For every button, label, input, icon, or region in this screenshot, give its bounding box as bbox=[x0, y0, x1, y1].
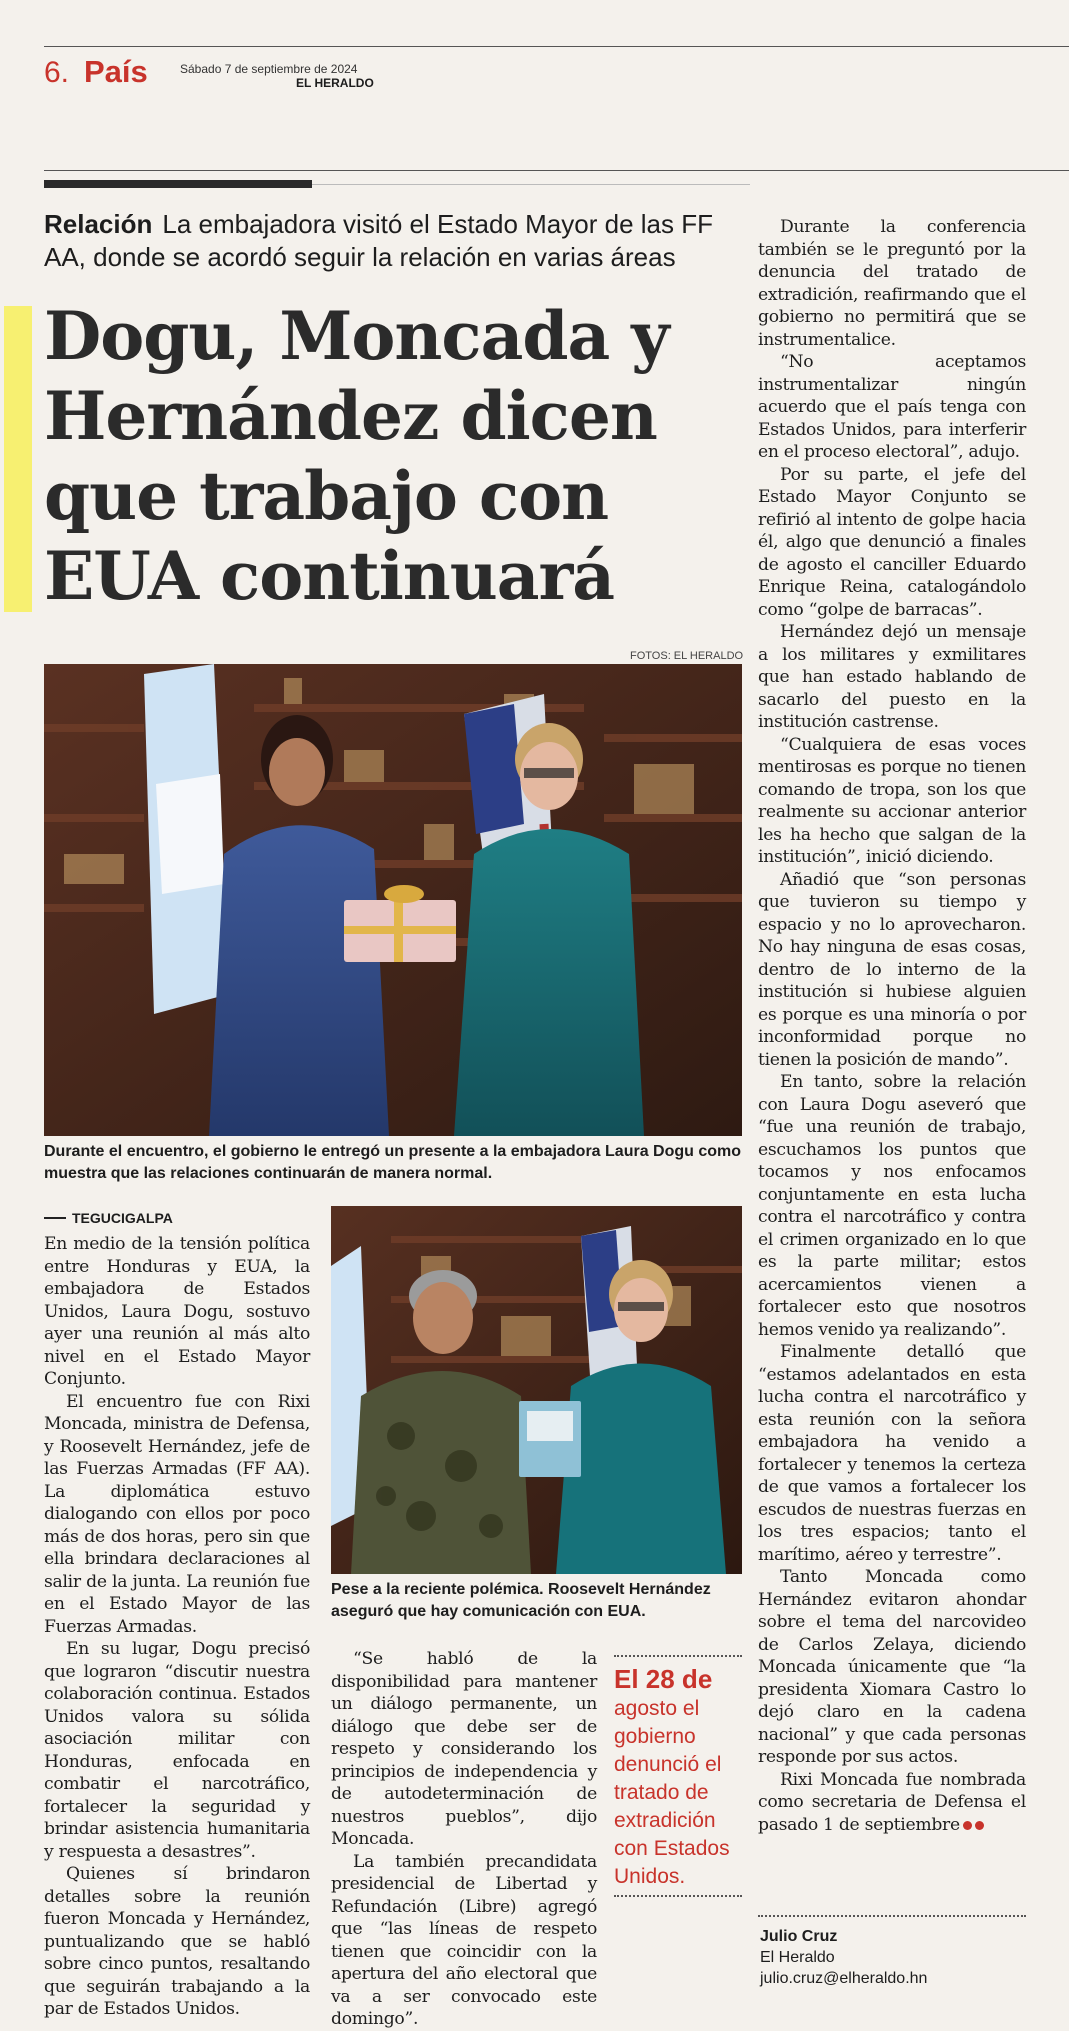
header-top-rule bbox=[44, 46, 1069, 47]
author-outlet: El Heraldo bbox=[760, 1949, 835, 1966]
pullquote bbox=[614, 1664, 744, 1891]
column-2 bbox=[331, 1648, 597, 2031]
author-email[interactable]: julio.cruz@elheraldo.hn bbox=[760, 1970, 928, 1987]
author-block bbox=[760, 1926, 1028, 1989]
col3-paragraph: Por su parte, el jefe del Estado Mayor Conjunto se refirió al intento de golpe hacia él, algo que denunció a finales de agosto el canciller Eduardo Enrique Reina, catalogándolo como “golpe de barracas”. bbox=[758, 464, 1026, 620]
kicker-label: Relación bbox=[44, 209, 153, 239]
col3-paragraph: Tanto Moncada como Hernández evitaron ahondar sobre el tema del narcovideo de Carlos Zelaya, diciendo Moncada únicamente que “la presidenta Xiomara Castro lo dejó claro en la cadena nacional” y que cada personas responde por sus actos. bbox=[758, 1567, 1026, 1767]
col1-paragraph: En medio de la tensión política entre Honduras y EUA, la embajadora de Estados Unidos, Laura Dogu, sostuvo ayer una reunión al más alto nivel en el Estado Mayor Conjunto. bbox=[44, 1234, 310, 1389]
col3-paragraph: Finalmente detalló que “estamos adelantados en esta lucha contra el narcotráfico y esta reunión con la señora embajadora ha venido a fortalecer y tenemos la certeza de que vamos a fortalecer los escudos de nuestras fuerzas en los tres espacios; tanto el marítimo, aéreo y terrestre”. bbox=[758, 1342, 1026, 1565]
kicker-bar bbox=[44, 180, 312, 188]
col3-paragraph: Hernández dejó un mensaje a los militares y exmilitares que han estado hablando de sacarlo del puesto en la institución castrense. bbox=[758, 622, 1026, 732]
dateline-rule bbox=[44, 1217, 66, 1219]
newspaper-name: EL HERALDO bbox=[296, 76, 374, 90]
photo-military-chief bbox=[331, 1206, 742, 1574]
col2-paragraph: “Se habló de la disponibilidad para mantener un diálogo permanente, un diálogo que debe ser de respeto y considerando los principios de independencia y de autodeterminación de nuestros pueblos”, dijo Moncada. bbox=[331, 1649, 597, 1849]
col3-paragraph: “No aceptamos instrumentalizar ningún acuerdo que el país tenga con Estados Unidos, para interferir en el proceso electoral”, adujo. bbox=[758, 352, 1026, 462]
headline: Dogu, Moncada y Hernández dicen que trabajo con EUA continuará bbox=[44, 297, 669, 615]
col3-last-text: Rixi Moncada fue nombrada como secretaria de Defensa el pasado 1 de septiembre bbox=[758, 1769, 1026, 1835]
col2-paragraph: La también precandidata presidencial de Libertad y Refundación (Libre) agregó que “las líneas de respeto tienen que coincidir con la apertura del año electoral que va a ser convocado este domingo”. bbox=[331, 1851, 597, 2029]
issue-date: Sábado 7 de septiembre de 2024 bbox=[180, 62, 358, 76]
col3-paragraph: Durante la conferencia también se le preguntó por la denuncia del tratado de extradición, reafirmando que el gobierno no permitirá que se instrumentalice. bbox=[758, 217, 1026, 350]
end-mark-icon bbox=[963, 1821, 972, 1830]
pullquote-bottom-rule bbox=[614, 1895, 742, 1897]
kicker-text: La embajadora visitó el Estado Mayor de las FF AA, donde se acordó seguir la relación en varias áreas bbox=[44, 209, 713, 272]
col3-paragraph: Añadió que “son personas que tuvieron su tiempo y espacio y no lo aprovecharon. No hay ninguna de esas cosas, dentro de lo interno de la institución si hubiese alguien es porque es una minoría o por inconformidad porque no tienen la posición de mando”. bbox=[758, 869, 1026, 1070]
col3-paragraph: En tanto, sobre la relación con Laura Dogu aseveró que “fue una reunión de trabajo, escuchamos los puntos que tocamos y nos enfocamos conjuntamente en esta lucha contra el narcotráfico y contra el crimen organizado en lo que es la parte militar; estos acercamientos vienen a fortalecer esto que nosotros hemos venido ya realizando”. bbox=[758, 1072, 1026, 1340]
col1-paragraph: Quienes sí brindaron detalles sobre la reunión fueron Moncada y Hernández, puntualizando que se habló sobre cinco puntos, resaltando que seguirán trabajando a la par de Estados Unidos. bbox=[44, 1864, 310, 2019]
highlighter-mark bbox=[4, 306, 32, 612]
kicker bbox=[44, 208, 744, 274]
column-3 bbox=[758, 216, 1026, 1836]
dateline-place: TEGUCIGALPA bbox=[72, 1210, 173, 1226]
photo-ambassador-meeting bbox=[44, 664, 742, 1136]
photo1-caption: Durante el encuentro, el gobierno le entregó un presente a la embajadora Laura Dogu como muestra que las relaciones continuarán de manera normal. bbox=[44, 1143, 742, 1182]
page-number: 6. bbox=[44, 56, 70, 89]
col3-last-paragraph bbox=[758, 1769, 1026, 1837]
pullquote-top-rule bbox=[614, 1655, 742, 1657]
pullquote-text: agosto el gobierno denunció el tratado de extradición con Estados Unidos. bbox=[614, 1697, 730, 1888]
col3-paragraph: “Cualquiera de esas voces mentirosas es porque no tienen comando de tropa, son los que realmente su accionar anterior les ha hecho que salgan de la institución”, inició diciendo. bbox=[758, 734, 1026, 867]
pullquote-lead: El 28 de bbox=[614, 1664, 713, 1694]
kicker-rule bbox=[312, 184, 750, 185]
column-1 bbox=[44, 1233, 310, 2021]
photo2-caption: Pese a la reciente polémica. Roosevelt Hernández aseguró que hay comunicación con EUA. bbox=[331, 1581, 711, 1620]
end-mark-icon bbox=[975, 1821, 984, 1830]
col1-paragraph: En su lugar, Dogu precisó que lograron “discutir nuestra colaboración continua. Estados Unidos valora su sólida asociación militar con Honduras, enfocada en combatir el narcotráfico, fortalecer la seguridad y brindar asistencia humanitaria y respuesta a desastres”. bbox=[44, 1639, 310, 1862]
section-name: País bbox=[84, 54, 148, 89]
author-rule bbox=[758, 1915, 1026, 1917]
photo-credit: FOTOS: EL HERALDO bbox=[630, 650, 744, 662]
photo-illustration bbox=[44, 664, 742, 1136]
col1-paragraph: El encuentro fue con Rixi Moncada, ministra de Defensa, y Roosevelt Hernández, jefe de las Fuerzas Armadas (FF AA). La diplomática estuvo dialogando con ellos por poco más de dos horas, pero sin que ella brindara declaraciones al salir de la junta. La reunión fue en el Estado Mayor de las Fuerzas Armadas. bbox=[44, 1391, 310, 1637]
author-name: Julio Cruz bbox=[760, 1928, 838, 1945]
photo2-illustration bbox=[331, 1206, 742, 1574]
header-bottom-rule bbox=[44, 170, 1069, 171]
